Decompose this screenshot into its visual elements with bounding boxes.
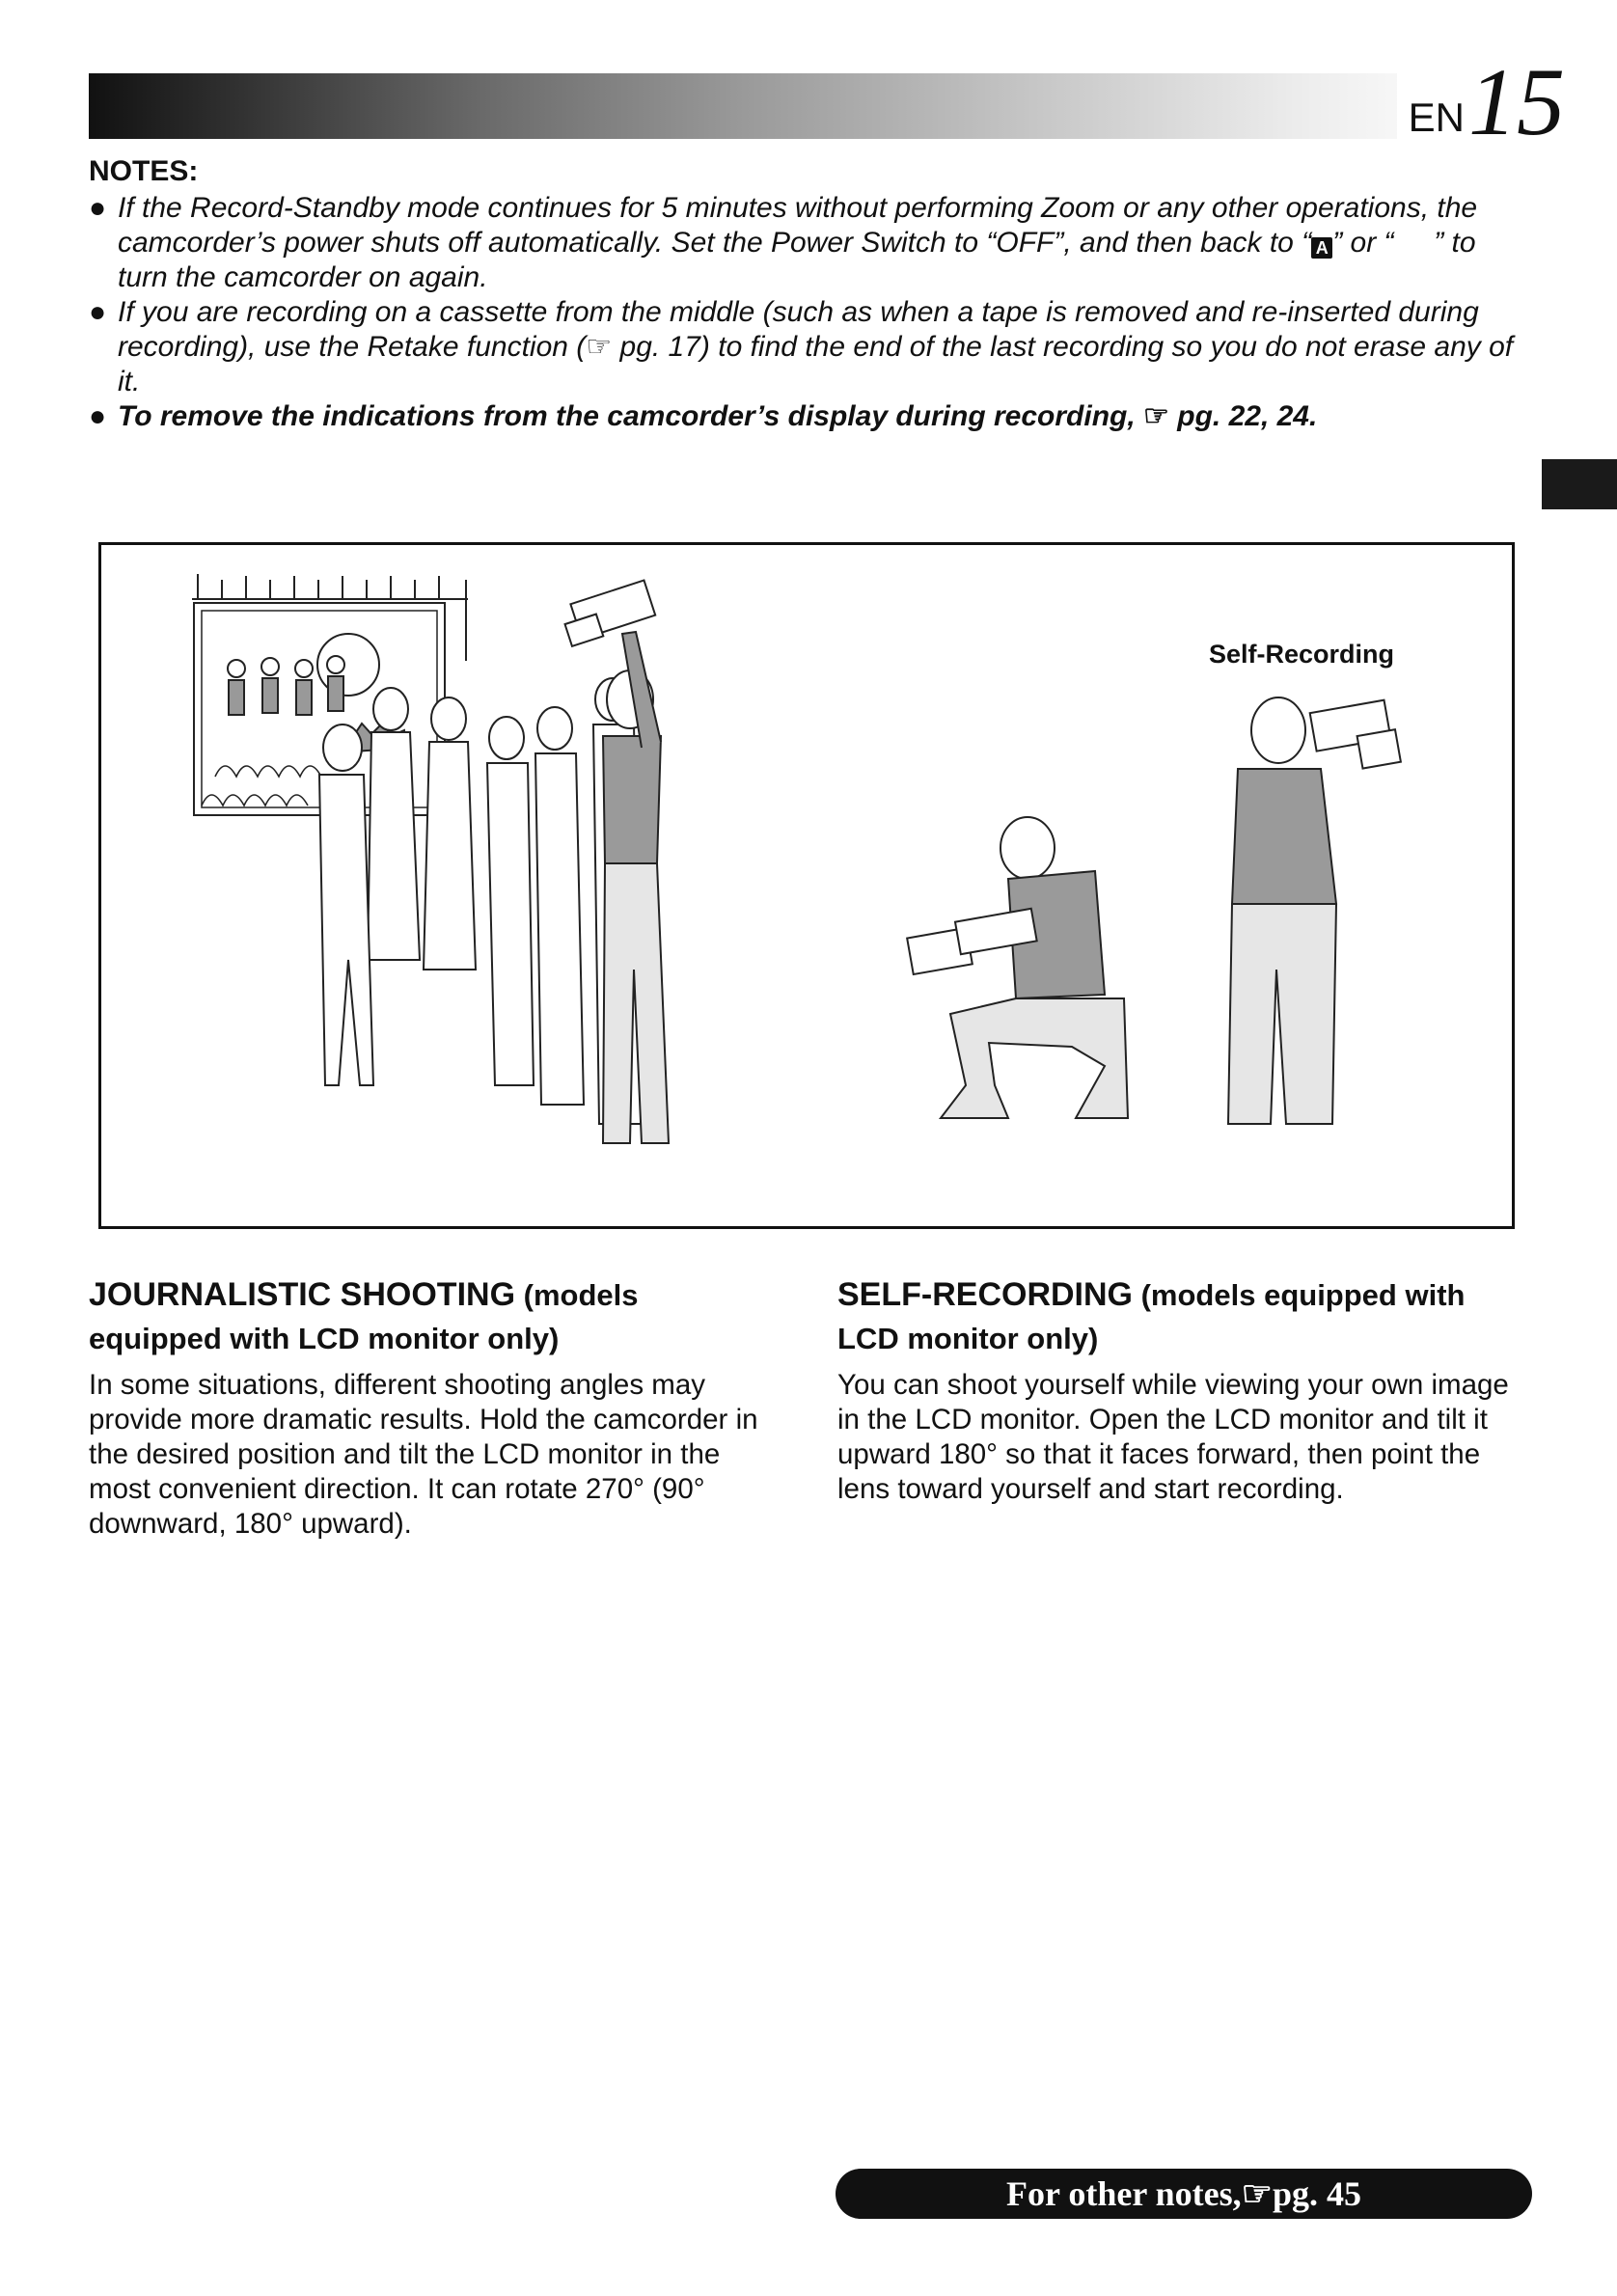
note-item: [89, 191, 1526, 295]
section-title-sub: (models equipped with LCD monitor only): [837, 1278, 1466, 1355]
note-text: ” or “: [1332, 227, 1394, 259]
self-recording-section: [837, 1273, 1532, 1507]
side-tab-marker: [1542, 459, 1617, 509]
section-title: [89, 1273, 774, 1360]
section-body: You can shoot yourself while viewing your own image in the LCD monitor. Open the LCD monitor and tilt it upward 180° so that it faces forward, then point the lens toward yourself and start recording.: [837, 1369, 1509, 1505]
note-item: [89, 295, 1526, 399]
note-text: If you are recording on a cassette from the middle (such as when a tape is removed and re-inserted during recording), use the Retake function (: [118, 296, 1479, 363]
footer-notes-reference: [836, 2169, 1532, 2219]
notes-title: NOTES:: [89, 155, 199, 187]
bullet-icon: ●: [89, 400, 107, 432]
self-recording-figure: [1228, 697, 1401, 1124]
note-item: [89, 399, 1526, 434]
self-recording-label: Self-Recording: [1209, 640, 1395, 669]
footer-page-ref: pg. 45: [1272, 2174, 1361, 2213]
section-title-main: JOURNALISTIC SHOOTING: [89, 1276, 516, 1313]
section-body: In some situations, different shooting angles may provide more dramatic results. Hold the camcorder in the desired position and tilt the LCD monitor in the most convenient direction. It can rotate 270° (90° downward, 180° upward).: [89, 1369, 758, 1540]
illustration-frame: [98, 542, 1515, 1229]
footer-text: For other notes,: [1006, 2174, 1242, 2213]
language-code: EN: [1408, 95, 1465, 140]
section-title-sub: (models equipped with LCD monitor only): [89, 1278, 639, 1355]
crouching-shooter-figure: [907, 817, 1128, 1118]
header-gradient-bar: [89, 73, 1401, 139]
bullet-icon: ●: [89, 192, 107, 224]
pointing-hand-icon: ☞: [586, 331, 613, 363]
notes-section: [89, 154, 1526, 434]
note-text: pg. 17) to find the end of the last recording so you do not erase any of it.: [118, 331, 1514, 397]
journalistic-shooting-section: [89, 1273, 774, 1542]
section-title-main: SELF-RECORDING: [837, 1276, 1133, 1313]
audience: [202, 766, 321, 806]
note-text: pg. 22, 24.: [1168, 400, 1318, 432]
pointing-hand-icon: ☞: [1241, 2174, 1273, 2213]
note-text: ” to turn the camcorder on again.: [118, 227, 1476, 293]
page-num: 15: [1468, 48, 1565, 155]
page-number: [1397, 48, 1565, 155]
note-text: If the Record-Standby mode continues for 5 minutes without performing Zoom or any other operations, the camcorder’s power shuts off automatically. Set the Power Switch to “OFF”, and then back to “: [118, 192, 1478, 259]
auto-mode-icon: A: [1311, 237, 1332, 259]
section-title: [837, 1273, 1532, 1360]
note-text: To remove the indications from the camcorder’s display during recording,: [118, 400, 1144, 432]
pointing-hand-icon: ☞: [1143, 400, 1169, 432]
bullet-icon: ●: [89, 296, 107, 328]
